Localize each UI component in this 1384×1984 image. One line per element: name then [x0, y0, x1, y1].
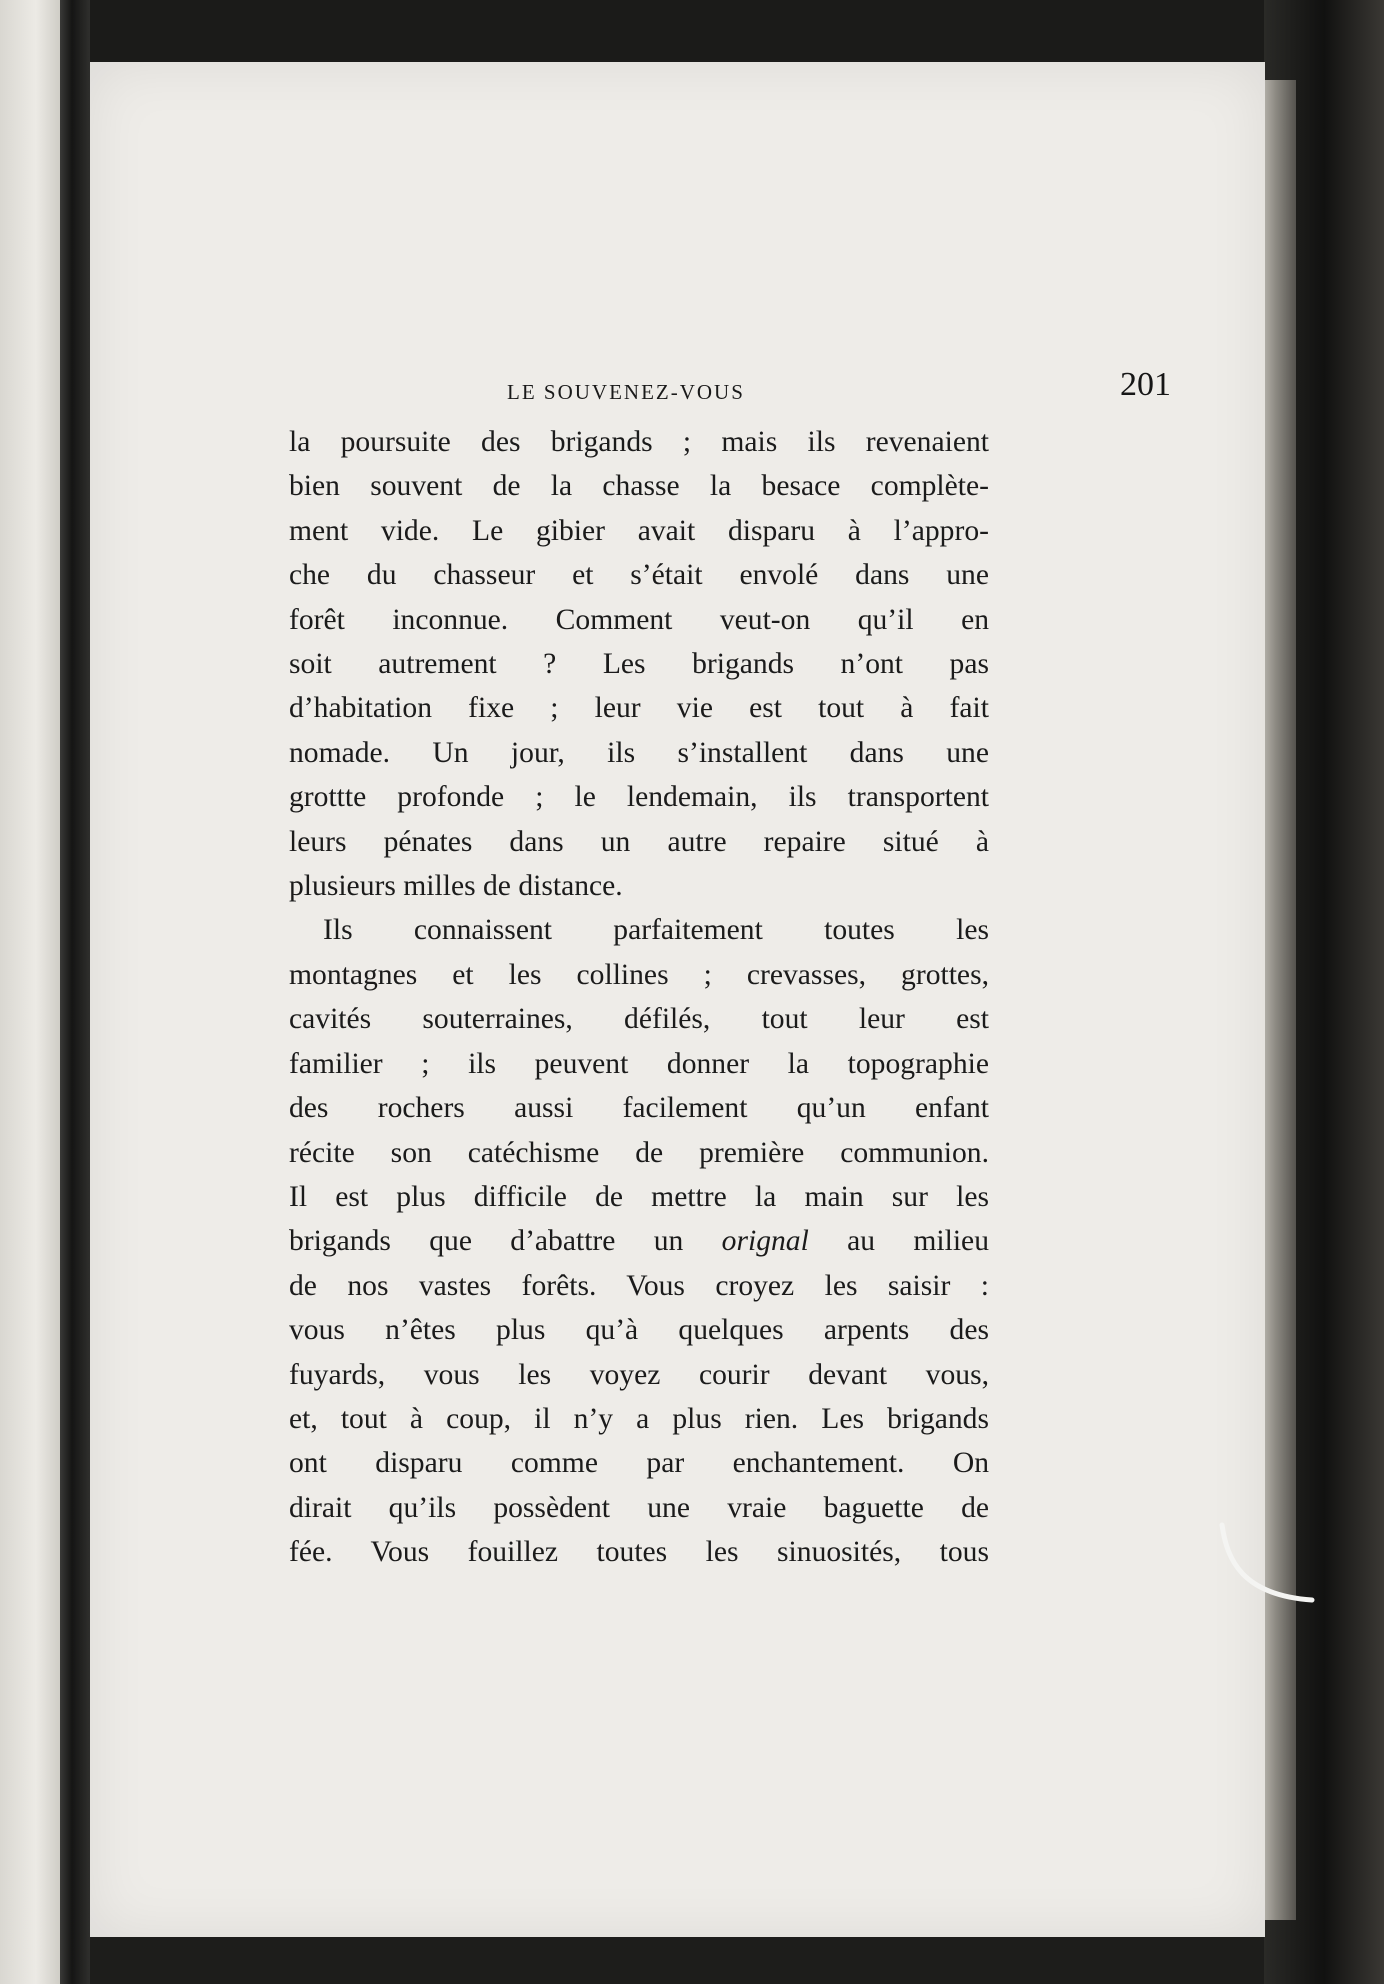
text-line: soit autrement ? Les brigands n’ont pas [289, 648, 989, 681]
text-line: cavités souterraines, défilés, tout leur est [289, 1003, 989, 1036]
body-text [289, 420, 989, 1575]
text-line: forêt inconnue. Comment veut-on qu’il en [289, 603, 989, 636]
text-line: montagnes et les collines ; crevasses, grottes, [289, 958, 989, 991]
text-segment: brigands que d’abattre un [289, 1225, 684, 1258]
header-title: LE SOUVENEZ-VOUS [507, 380, 745, 404]
text-line: vous n’êtes plus qu’à quelques arpents des [289, 1314, 989, 1347]
text-line: ont disparu comme par enchantement. On [289, 1447, 989, 1480]
text-line: fée. Vous fouillez toutes les sinuosités, tous [289, 1536, 989, 1569]
italic-word: orignal [721, 1225, 809, 1258]
book-gutter [60, 0, 90, 1984]
paragraph-1 [289, 420, 989, 908]
text-line: che du chasseur et s’était envolé dans une [289, 559, 989, 592]
text-line: et, tout à coup, il n’y a plus rien. Les brigands [289, 1402, 989, 1435]
text-line: des rochers aussi facilement qu’un enfant [289, 1092, 989, 1125]
text-line: nomade. Un jour, ils s’installent dans une [289, 736, 989, 769]
page-number: 201 [1120, 366, 1171, 403]
text-line: ment vide. Le gibier avait disparu à l’appro- [289, 514, 989, 547]
paragraph-2 [289, 908, 989, 1574]
text-line: d’habitation fixe ; leur vie est tout à fait [289, 692, 989, 725]
text-line: dirait qu’ils possèdent une vraie baguette de [289, 1491, 989, 1524]
text-line: récite son catéchisme de première communion. [289, 1136, 989, 1169]
text-line: Il est plus difficile de mettre la main sur les [289, 1180, 989, 1213]
text-line: fuyards, vous les voyez courir devant vous, [289, 1358, 989, 1391]
text-line: la poursuite des brigands ; mais ils revenaient [289, 426, 989, 458]
text-segment: au milieu [847, 1225, 989, 1258]
scan-top-border [0, 0, 1384, 70]
text-line: de nos vastes forêts. Vous croyez les saisir : [289, 1269, 989, 1302]
text-line: familier ; ils peuvent donner la topographie [289, 1047, 989, 1080]
page-stack-edge [1262, 80, 1296, 1920]
running-header [292, 302, 1171, 404]
text-line: plusieurs milles de distance. [289, 870, 623, 903]
text-line: leurs pénates dans un autre repaire situé à [289, 825, 989, 858]
text-line: Ils connaissent parfaitement toutes les [323, 914, 989, 947]
scan-artifact-curl [1212, 1520, 1322, 1610]
facing-page-edge [0, 0, 60, 1984]
text-line: grottte profonde ; le lendemain, ils transportent [289, 781, 989, 814]
text-line: bien souvent de la chasse la besace complète- [289, 470, 989, 503]
text-line-with-italic [289, 1219, 989, 1263]
